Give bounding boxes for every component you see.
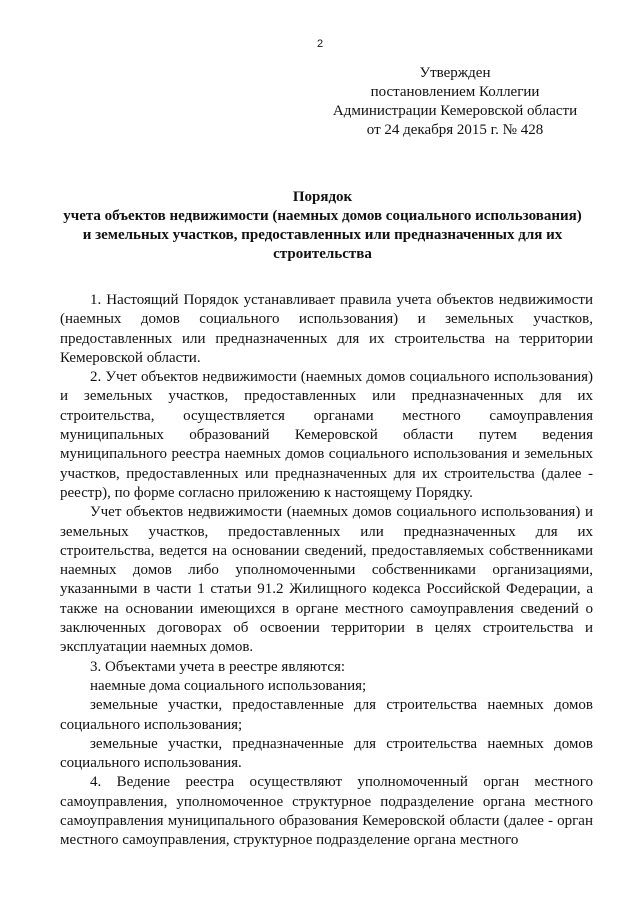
paragraph: 2. Учет объектов недвижимости (наемных домов социального использования) и земельных участков, предоставленных или предназначенных для их строительства, осуществляется органами местного самоуправления муниципальных образований Кемеровской области путем ведения муниципального реестра наемных домов социального использования и земельных участков, предоставленных или предназначенных для их строительства (далее - реестр), по форме согласно приложению к настоящему Порядку. xyxy=(60,369,593,501)
approval-line: от 24 декабря 2015 г. № 428 xyxy=(366,122,544,138)
paragraph: 3. Объектами учета в реестре являются: xyxy=(90,658,346,675)
paragraph: земельные участки, предоставленные для строительства наемных домов социального использования; xyxy=(60,697,593,733)
document-body xyxy=(60,291,593,851)
title-line: учета объектов недвижимости (наемных домов социального использования) xyxy=(63,208,582,224)
document-title xyxy=(60,188,585,264)
approval-line: Администрации Кемеровской области xyxy=(332,103,578,119)
title-line: Порядок xyxy=(292,189,353,205)
paragraph: Учет объектов недвижимости (наемных домов социального использования) и земельных участков, предоставленных или предназначенных для их строительства, ведется на основании сведений, предоставляемых собственниками наемных домов либо уполномоченными собственниками организациями, указанными в части 1 статьи 91.2 Жилищного кодекса Российской Федерации, а также на основании имеющихся в органе местного самоуправления сведений о заключенных договорах об освоении территории в целях строительства и эксплуатации наемных домов. xyxy=(60,504,593,656)
approval-line: постановлением Коллегии xyxy=(370,84,540,100)
page-number: 2 xyxy=(316,38,324,50)
title-line: строительства xyxy=(273,246,372,262)
paragraph: 4. Ведение реестра осуществляют уполномоченный орган местного самоуправления, уполномоченное структурное подразделение органа местного самоуправления муниципального образования Кемеровской области (далее - орган местного самоуправления, структурное подразделение органа местного xyxy=(60,774,593,849)
paragraph: 1. Настоящий Порядок устанавливает правила учета объектов недвижимости (наемных домов социального использования) и земельных участков, предоставленных или предназначенных для их строительства на территории Кемеровской области. xyxy=(60,292,593,366)
approval-block xyxy=(330,64,580,140)
approval-line: Утвержден xyxy=(419,65,491,81)
title-line: и земельных участков, предоставленных или предназначенных для их xyxy=(82,227,563,243)
paragraph: наемные дома социального использования; xyxy=(90,677,367,694)
paragraph: земельные участки, предназначенные для строительства наемных домов социального использования. xyxy=(60,735,593,772)
